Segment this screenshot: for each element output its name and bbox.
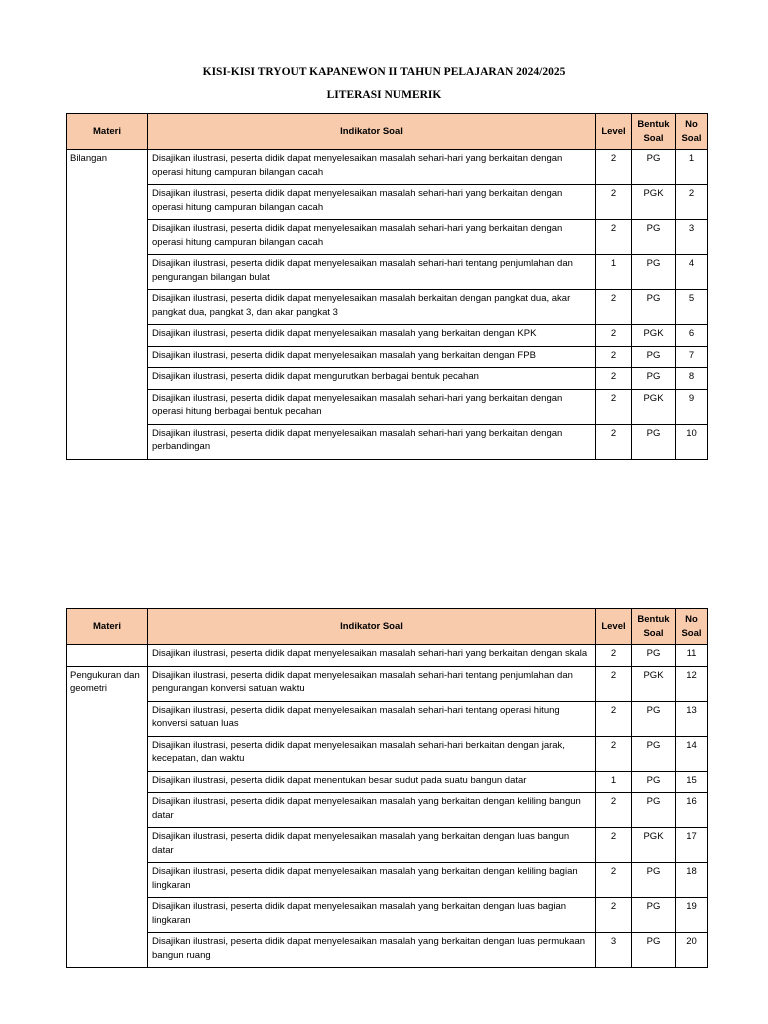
cell-no-soal: 9 xyxy=(676,389,708,424)
cell-indikator: Disajikan ilustrasi, peserta didik dapat menyelesaikan masalah yang berkaitan dengan FPB xyxy=(148,346,596,368)
header-materi: Materi xyxy=(67,114,148,150)
cell-no-soal: 12 xyxy=(676,666,708,701)
cell-level: 2 xyxy=(596,828,632,863)
cell-bentuk-soal: PG xyxy=(632,368,676,390)
cell-bentuk-soal: PG xyxy=(632,933,676,968)
cell-bentuk-soal: PG xyxy=(632,701,676,736)
table-row xyxy=(67,290,708,325)
cell-level: 1 xyxy=(596,255,632,290)
cell-indikator: Disajikan ilustrasi, peserta didik dapat menyelesaikan masalah yang berkaitan dengan luas permukaan bangun ruang xyxy=(148,933,596,968)
table-row xyxy=(67,736,708,771)
cell-materi: Bilangan xyxy=(67,150,148,460)
header-no: No Soal xyxy=(676,609,708,645)
header-bentuk: Bentuk Soal xyxy=(632,609,676,645)
cell-no-soal: 14 xyxy=(676,736,708,771)
cell-no-soal: 15 xyxy=(676,771,708,793)
cell-level: 2 xyxy=(596,863,632,898)
cell-indikator: Disajikan ilustrasi, peserta didik dapat menyelesaikan masalah yang berkaitan dengan keliling bangun datar xyxy=(148,793,596,828)
table-body xyxy=(67,150,708,460)
cell-indikator: Disajikan ilustrasi, peserta didik dapat menyelesaikan masalah berkaitan dengan pangkat dua, akar pangkat dua, pangkat 3, dan akar pangkat 3 xyxy=(148,290,596,325)
cell-level: 2 xyxy=(596,150,632,185)
cell-level: 2 xyxy=(596,645,632,667)
cell-indikator: Disajikan ilustrasi, peserta didik dapat menentukan besar sudut pada suatu bangun datar xyxy=(148,771,596,793)
cell-indikator: Disajikan ilustrasi, peserta didik dapat menyelesaikan masalah yang berkaitan dengan luas bagian lingkaran xyxy=(148,898,596,933)
cell-no-soal: 17 xyxy=(676,828,708,863)
cell-bentuk-soal: PGK xyxy=(632,185,676,220)
table-row xyxy=(67,793,708,828)
table-row xyxy=(67,389,708,424)
cell-level: 1 xyxy=(596,771,632,793)
table-row xyxy=(67,898,708,933)
cell-no-soal: 6 xyxy=(676,325,708,347)
cell-bentuk-soal: PGK xyxy=(632,828,676,863)
header-indikator: Indikator Soal xyxy=(148,609,596,645)
cell-bentuk-soal: PG xyxy=(632,898,676,933)
table-row xyxy=(67,150,708,185)
cell-no-soal: 2 xyxy=(676,185,708,220)
cell-no-soal: 7 xyxy=(676,346,708,368)
cell-indikator: Disajikan ilustrasi, peserta didik dapat menyelesaikan masalah sehari-hari yang berkaitan dengan skala xyxy=(148,645,596,667)
header-bentuk: Bentuk Soal xyxy=(632,114,676,150)
cell-bentuk-soal: PG xyxy=(632,736,676,771)
cell-indikator: Disajikan ilustrasi, peserta didik dapat menyelesaikan masalah sehari-hari tentang penjumlahan dan pengurangan konversi satuan waktu xyxy=(148,666,596,701)
table-row xyxy=(67,368,708,390)
cell-level: 2 xyxy=(596,346,632,368)
cell-level: 2 xyxy=(596,424,632,459)
cell-bentuk-soal: PG xyxy=(632,346,676,368)
cell-indikator: Disajikan ilustrasi, peserta didik dapat menyelesaikan masalah sehari-hari yang berkaitan dengan operasi hitung campuran bilangan cacah xyxy=(148,150,596,185)
table-body xyxy=(67,645,708,968)
cell-level: 2 xyxy=(596,666,632,701)
cell-bentuk-soal: PG xyxy=(632,793,676,828)
cell-no-soal: 8 xyxy=(676,368,708,390)
cell-no-soal: 16 xyxy=(676,793,708,828)
table-row xyxy=(67,185,708,220)
cell-indikator: Disajikan ilustrasi, peserta didik dapat menyelesaikan masalah yang berkaitan dengan keliling bagian lingkaran xyxy=(148,863,596,898)
kisi-kisi-table-1 xyxy=(66,113,708,460)
document-subtitle: LITERASI NUMERIK xyxy=(326,89,442,101)
table-row xyxy=(67,701,708,736)
cell-bentuk-soal: PG xyxy=(632,255,676,290)
cell-no-soal: 19 xyxy=(676,898,708,933)
header-level: Level xyxy=(596,114,632,150)
cell-level: 2 xyxy=(596,898,632,933)
cell-indikator: Disajikan ilustrasi, peserta didik dapat menyelesaikan masalah yang berkaitan dengan KPK xyxy=(148,325,596,347)
cell-indikator: Disajikan ilustrasi, peserta didik dapat menyelesaikan masalah yang berkaitan dengan luas bangun datar xyxy=(148,828,596,863)
document-title: KISI-KISI TRYOUT KAPANEWON II TAHUN PELAJARAN 2024/2025 xyxy=(202,66,566,78)
header-indikator: Indikator Soal xyxy=(148,114,596,150)
cell-no-soal: 18 xyxy=(676,863,708,898)
cell-no-soal: 20 xyxy=(676,933,708,968)
cell-no-soal: 13 xyxy=(676,701,708,736)
cell-level: 2 xyxy=(596,736,632,771)
cell-materi xyxy=(67,645,148,667)
cell-no-soal: 11 xyxy=(676,645,708,667)
cell-bentuk-soal: PG xyxy=(632,290,676,325)
cell-level: 2 xyxy=(596,290,632,325)
cell-level: 2 xyxy=(596,368,632,390)
cell-level: 2 xyxy=(596,793,632,828)
table-row xyxy=(67,771,708,793)
cell-level: 2 xyxy=(596,389,632,424)
cell-indikator: Disajikan ilustrasi, peserta didik dapat menyelesaikan masalah sehari-hari yang berkaitan dengan operasi hitung campuran bilangan cacah xyxy=(148,185,596,220)
table-row xyxy=(67,863,708,898)
cell-bentuk-soal: PGK xyxy=(632,389,676,424)
table-row xyxy=(67,255,708,290)
cell-indikator: Disajikan ilustrasi, peserta didik dapat menyelesaikan masalah sehari-hari berkaitan dengan jarak, kecepatan, dan waktu xyxy=(148,736,596,771)
cell-materi: Pengukuran dan geometri xyxy=(67,666,148,968)
cell-indikator: Disajikan ilustrasi, peserta didik dapat mengurutkan berbagai bentuk pecahan xyxy=(148,368,596,390)
table-row xyxy=(67,220,708,255)
cell-no-soal: 10 xyxy=(676,424,708,459)
header-no: No Soal xyxy=(676,114,708,150)
cell-indikator: Disajikan ilustrasi, peserta didik dapat menyelesaikan masalah sehari-hari tentang penjumlahan dan pengurangan bilangan bulat xyxy=(148,255,596,290)
cell-indikator: Disajikan ilustrasi, peserta didik dapat menyelesaikan masalah sehari-hari yang berkaitan dengan operasi hitung campuran bilangan cacah xyxy=(148,220,596,255)
cell-level: 2 xyxy=(596,325,632,347)
cell-bentuk-soal: PG xyxy=(632,220,676,255)
table-row xyxy=(67,828,708,863)
cell-level: 2 xyxy=(596,220,632,255)
cell-bentuk-soal: PGK xyxy=(632,325,676,347)
table-row xyxy=(67,325,708,347)
cell-bentuk-soal: PGK xyxy=(632,666,676,701)
cell-no-soal: 1 xyxy=(676,150,708,185)
cell-indikator: Disajikan ilustrasi, peserta didik dapat menyelesaikan masalah sehari-hari yang berkaitan dengan perbandingan xyxy=(148,424,596,459)
table-row xyxy=(67,645,708,667)
table-row xyxy=(67,933,708,968)
header-level: Level xyxy=(596,609,632,645)
table-row xyxy=(67,666,708,701)
cell-bentuk-soal: PG xyxy=(632,645,676,667)
table-row xyxy=(67,424,708,459)
cell-no-soal: 4 xyxy=(676,255,708,290)
cell-indikator: Disajikan ilustrasi, peserta didik dapat menyelesaikan masalah sehari-hari yang berkaitan dengan operasi hitung berbagai bentuk pecahan xyxy=(148,389,596,424)
cell-no-soal: 3 xyxy=(676,220,708,255)
cell-level: 3 xyxy=(596,933,632,968)
cell-bentuk-soal: PG xyxy=(632,771,676,793)
cell-bentuk-soal: PG xyxy=(632,863,676,898)
table-header-row xyxy=(67,609,708,645)
table-header-row xyxy=(67,114,708,150)
cell-no-soal: 5 xyxy=(676,290,708,325)
cell-bentuk-soal: PG xyxy=(632,150,676,185)
table-row xyxy=(67,346,708,368)
cell-level: 2 xyxy=(596,185,632,220)
cell-bentuk-soal: PG xyxy=(632,424,676,459)
header-materi: Materi xyxy=(67,609,148,645)
cell-level: 2 xyxy=(596,701,632,736)
kisi-kisi-table-2 xyxy=(66,608,708,968)
cell-indikator: Disajikan ilustrasi, peserta didik dapat menyelesaikan masalah sehari-hari tentang operasi hitung konversi satuan luas xyxy=(148,701,596,736)
